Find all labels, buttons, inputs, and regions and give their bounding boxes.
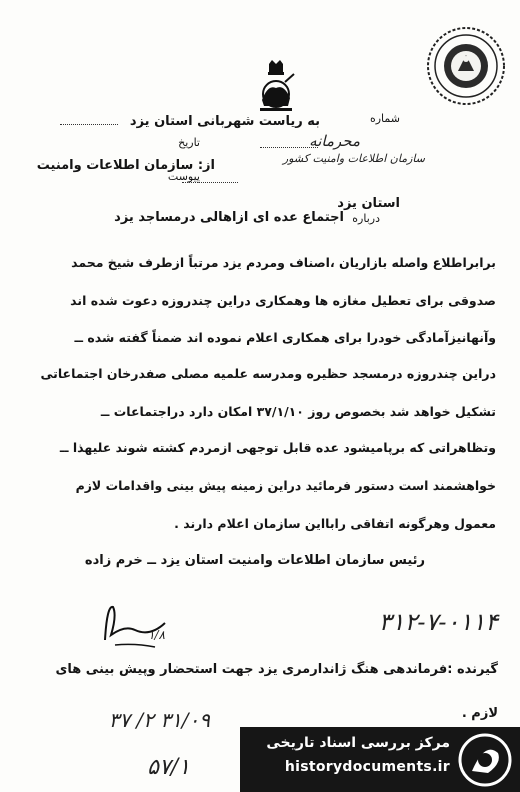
from-handwritten: سازمان اطلاعات وامنیت کشور [282,152,425,165]
lion-and-sun-crest-icon [252,60,300,116]
recipient-continuation: لازم . [461,706,498,721]
handwritten-bottom-2: ۵۷/۱ [147,755,190,780]
body-line-7: خواهشمند است دستور فرمائید دراین زمینه پیش بینی واقدامات لازم [75,478,496,493]
recipient-line: گیرنده :فرماندهی هنگ ژاندارمری یزد جهت استحضار وپیش بینی های [55,662,498,677]
from-line: از: سازمان اطلاعات وامنیت [36,158,215,173]
body-line-8: معمول وهرگونه اتفاقی رابااین سازمان اعلام دارند . [174,516,496,531]
body-line-6: وتظاهراتی که برپامیشود عده قابل توجهی ازمردم کشته شوند علیهذا ــ [59,440,496,455]
body-line-3: وآنهانیزآمادگی خودرا برای همکاری اعلام نموده اند ضمناً گفته شده ــ [74,330,496,345]
handwritten-bottom-1: ۳۱/۰۹ ۲/ ۳۷ [108,708,210,732]
date-field-line [260,147,318,148]
attachment-field-line [182,182,238,183]
subject-text: اجتماع عده ای ازاهالی درمساجد یزد [114,210,344,225]
body-line-4: دراین چندروزه درمسجد حظیره ومدرسه علمیه مصلی صفدرخان اجتماعاتی [40,366,496,381]
watermark-logo-bar [240,727,520,792]
number-field-line [60,124,118,125]
archive-logo-icon [458,733,512,787]
watermark-url: historydocuments.ir [284,759,450,775]
body-line-5: تشکیل خواهد شد بخصوص روز ۳۷/۱/۱۰ امکان دارد دراجتماعات ــ [100,404,496,419]
round-seal-icon [425,25,507,107]
secret-stamp-handwritten: محرمانه [309,132,360,150]
addressee-line: به ریاست شهربانی استان یزد [129,114,320,129]
subject-label: درباره [352,212,380,225]
body-line-2: صدوقی برای تعطیل مغازه ها وهمکاری دراین چندروزه دعوت شده اند [70,293,496,308]
watermark-title: مرکز بررسی اسناد تاریخی [266,735,450,751]
handwritten-reference-number: ۳۱۲-۷-۰۱۱۴ [378,608,498,636]
handwritten-mark: ۱/۸ [148,628,165,642]
body-line-1: برابراطلاع واصله بازاریان ،اصناف ومردم یزد مرتباً ازطرف شیخ محمد [71,255,496,270]
attachment-label: پیوست [167,170,200,183]
handwritten-signature-icon [95,595,175,655]
number-label: شماره [369,112,400,125]
province-label: استان یزد [337,196,400,211]
signature-line: رئیس سازمان اطلاعات وامنیت استان یزد ــ خرم زاده [84,553,425,568]
date-label: تاریخ [178,136,200,149]
